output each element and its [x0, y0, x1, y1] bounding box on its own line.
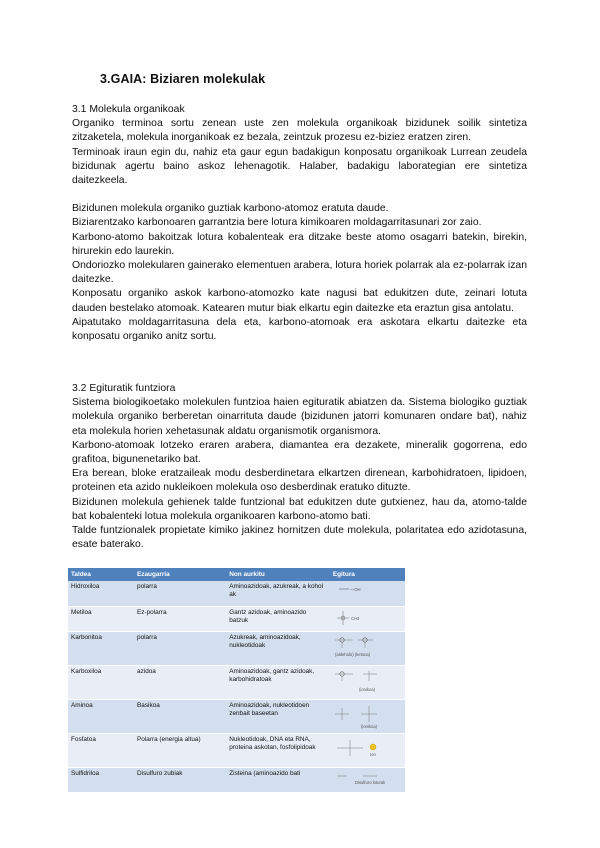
group-name: Aminoa [68, 699, 134, 733]
group-feature: Basikoa [134, 699, 226, 733]
group-location: Aminoazidoak, azukreak, a kohol ak [226, 581, 330, 606]
structure-cell [330, 581, 405, 606]
paragraph: Biziarentzako karbonoaren garrantzia bere lotura kimikoaren moldagarritasunari zor zaio. [72, 217, 482, 229]
paragraph: Organiko terminoa sortu zenean uste zen molekula organikoak bizidunek soilik sintetiza zitzaketela, molekula inorganikoak ez bezala, zeintzuk prozesu ez-biziez eratzen ziren. [72, 118, 527, 144]
column-header: Non aurkitu [226, 568, 330, 581]
paragraph: Sistema biologikoetako molekulen funtzioa haien egituratik abiatzen da. Sistema biologiko guztiak molekula organiko berberetan oinarrituta daude (bizidunen jatorri komunaren ondare bat), nahiz eta molekula horien xehetasunak aldatu organismotik organismora. [72, 397, 527, 437]
group-name: Fosfatoa [68, 733, 134, 767]
table-row [68, 733, 405, 767]
structure-cell [330, 699, 405, 733]
group-location: Gantz azidoak, aminoazido batzuk [226, 606, 330, 631]
group-feature: Polarra (energia altua) [134, 733, 226, 767]
sulfhydryl-structure-icon [333, 770, 385, 790]
structure-label: (ionikoa) [360, 723, 377, 729]
section-2-heading: 3.2 Egituratik funtziora [72, 383, 176, 394]
group-location: Zisteina (aminoazido bati [226, 767, 330, 792]
paragraph: Ondoriozko molekularen gainerako elementuen arabera, lotura horiek polarrak ala ez-polarrak izan daitezke. [72, 260, 527, 286]
methyl-structure-icon [333, 609, 385, 629]
group-location: Aminoazidoak, nukleotidoen zenbait baseetan [226, 699, 330, 733]
amino-structure-icon [333, 702, 385, 730]
group-feature: polarra [134, 581, 226, 606]
column-header: Egitura [330, 568, 405, 581]
section-1 [72, 103, 527, 344]
carboxyl-structure-icon [333, 668, 385, 696]
structure-label: Disulfuro loturak [354, 779, 385, 785]
phosphate-structure-icon [333, 736, 385, 764]
group-feature: Ez-polarra [134, 606, 226, 631]
paragraph: Aipatutako moldagarritasuna dela eta, karbono-atomoak era askotara elkartu daitezke eta konposatu organiko anitz sortu. [72, 316, 527, 343]
group-location: Nukleotidoak, DNA eta RNA, proteina askotan, fosfolipidoak [226, 733, 330, 767]
table-header-row [68, 568, 405, 581]
carbonyl-structure-icon [333, 634, 385, 662]
paragraph: Konposatu organiko askok karbono-atomozko kate nagusi bat edukitzen dute, zeinari lotuta dauden bestelako atomoak. Katearen mutur biak elkartu egin daitezke eta eraztun gisa antolatu. [72, 288, 527, 314]
paragraph: Bizidunen molekula organiko guztiak karbono-atomoz eratuta daude. [72, 203, 389, 215]
structure-label: (ionikoa) [358, 686, 375, 692]
paragraph: Karbono-atomoak lotzeko eraren arabera, diamantea era dezakete, mineralik gogorrena, edo grafitoa, bigunenetariko bat. [72, 439, 527, 466]
paragraph: Era berean, bloke eratzaileak modu desberdinetara elkartzen direnean, karbohidratoen, lipidoen, proteinen eta azido nukleikoen molekula oso desberdinak eratuko dituzte. [72, 468, 527, 494]
table-row [68, 767, 405, 792]
section-2 [72, 382, 527, 552]
group-feature: polarra [134, 631, 226, 665]
group-name: Karboxiloa [68, 665, 134, 699]
structure-cell [330, 767, 405, 792]
paragraph: Talde funtzionalek propietate kimiko jakinez hornitzen dute molekula, polaritatea edo azidotasuna, esate baterako. [72, 525, 527, 551]
table-row [68, 606, 405, 631]
paragraph: Bizidunen molekula gehienek talde funtzional bat edukitzen dute gutxienez, hau da, atomo-talde bat kobalenteki lotua molekula organikoaren karbono-atomo bati. [72, 496, 527, 522]
functional-groups-table [68, 568, 405, 793]
structure-label: CH3 [350, 615, 360, 621]
page-title: 3.GAIA: Biziaren molekulak [100, 72, 266, 86]
paragraph: Karbono-atomo bakoitzak lotura kobalenteak era ditzake beste atomo osagarri batekin, birekin, hirurekin edo laurekin. [72, 231, 527, 257]
group-name: Sulfidriloa [68, 767, 134, 792]
column-header: Ezaugarria [134, 568, 226, 581]
structure-cell [330, 606, 405, 631]
structure-cell [330, 631, 405, 665]
column-header: Taldea [68, 568, 134, 581]
table-row [68, 665, 405, 699]
hydroxyl-structure-icon [333, 583, 385, 603]
paragraph: Terminoak iraun egin du, nahiz eta gaur egun badakigun konposatu organikoak Lurrean zeudela bizidunak agertu baino askoz lehenagotik. Halaber, badakigu laborategian ere sintetiza daitezkeela. [72, 146, 527, 187]
group-location: Aminoazidoak, gantz azidoak, karbohidratoak [226, 665, 330, 699]
table-row [68, 631, 405, 665]
group-name: Karbonitoa [68, 631, 134, 665]
structure-label: (aldehido) (ketona) [334, 651, 370, 657]
table-row [68, 699, 405, 733]
group-feature: azidoa [134, 665, 226, 699]
structure-label: Ion [369, 751, 376, 757]
structure-cell [330, 733, 405, 767]
table-row [68, 581, 405, 606]
group-location: Azukreak, aminoazidoak, nukleotidoak [226, 631, 330, 665]
structure-cell [330, 665, 405, 699]
structure-label: —OH [349, 587, 361, 592]
group-feature: Disulfuro zubiak [134, 767, 226, 792]
group-name: Metiloa [68, 606, 134, 631]
group-name: Hidroxiloa [68, 581, 134, 606]
section-1-heading: 3.1 Molekula organikoak [72, 104, 185, 115]
